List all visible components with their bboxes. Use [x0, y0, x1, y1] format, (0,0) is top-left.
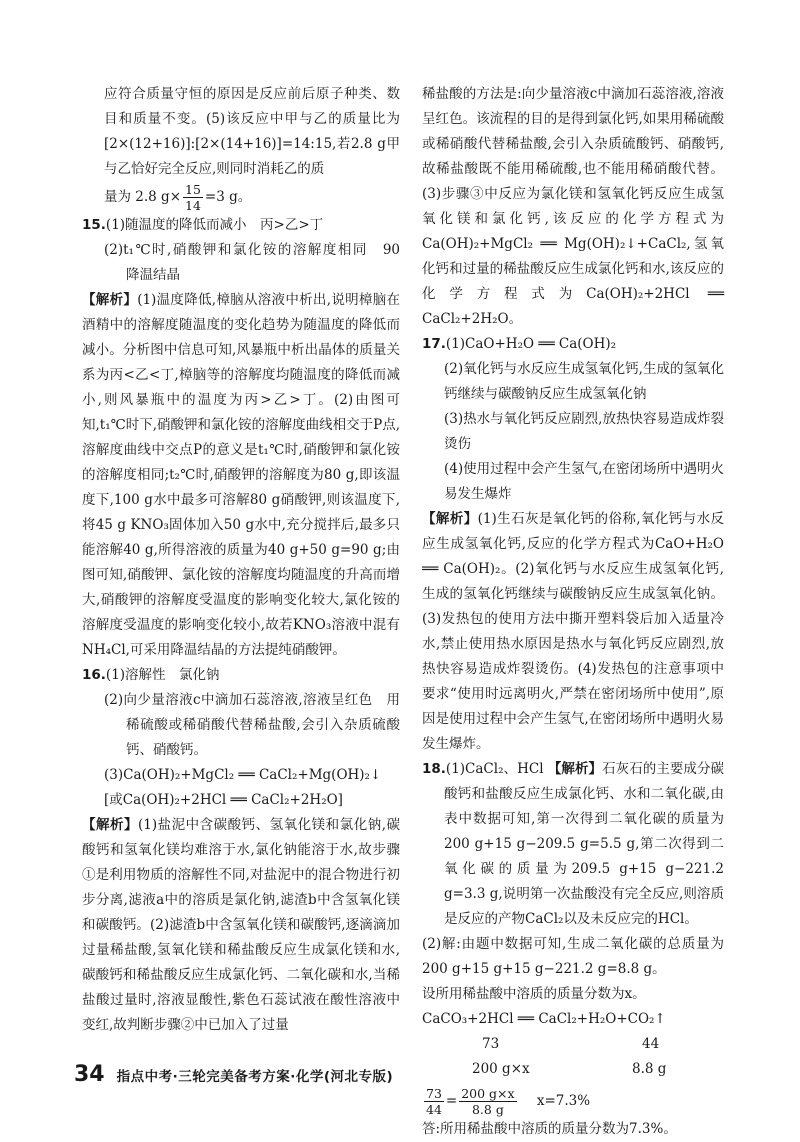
- q16-number: 16.: [82, 667, 106, 683]
- mass-fraction-numerator: 15: [185, 182, 201, 197]
- q15-number: 15.: [82, 217, 106, 233]
- analysis-label: 【解析】: [422, 511, 478, 527]
- ratio-left-den: 44: [426, 1102, 442, 1117]
- q18-calc-row-1: [422, 1032, 724, 1057]
- q17-answer-1-text: (1)CaO+H₂O ══ Ca(OH)₂: [445, 336, 617, 352]
- q17-analysis-text: (1)生石灰是氧化钙的俗称,氧化钙与水反应生成氢氧化钙,反应的化学方程式为CaO+H₂O ══ Ca(OH)₂。(2)氧化钙与水反应生成氢氧化钙,生成的氢氧化钙继续与碳酸钠反应生成氢氧化钠。(3)发热包的使用方法中撕开塑料袋后加入适量冷水,禁止使用热水原因是热水与氧化钙反应剧烈,放热快容易造成炸裂烫伤。(4)发热包的注意事项中要求“使用时远离明火,严禁在密闭场所中使用”,原因是使用过程中会产生氢气,在密闭场所中遇明火易发生爆炸。: [422, 511, 724, 752]
- analysis-label: 【解析】: [82, 817, 139, 833]
- mass-line-prefix: 量为 2.8 g×: [104, 189, 182, 205]
- calc-r2-c2: 8.8 g: [632, 1061, 667, 1077]
- q16-answer-1-text: (1)溶解性 氯化钠: [105, 667, 220, 683]
- page-footer: [74, 1062, 393, 1087]
- q16-analysis: [82, 813, 400, 1038]
- q16-answer-3-alt: [或Ca(OH)₂+2HCl ══ CaCl₂+2H₂O]: [104, 792, 343, 808]
- q15-analysis: [82, 288, 400, 663]
- q17-answer-2: (2)氧化钙与水反应生成氢氧化钙,生成的氢氧化钙继续与碳酸钠反应生成氢氧化钠: [444, 361, 724, 402]
- ratio-right: [459, 1086, 516, 1117]
- q15-answer-2: (2)t₁℃时,硝酸钾和氯化铵的溶解度相同 90 降温结晶: [104, 242, 414, 283]
- q18-result: x=7.3%: [536, 1093, 591, 1109]
- book-title: 指点中考·三轮完美备考方案·化学(河北专版): [116, 1069, 394, 1085]
- q15-answer-1-text: (1)随温度的降低而减小 丙>乙>丁: [105, 217, 324, 233]
- q14-answer-continuation: 应符合质量守恒的原因是反应前后原子种类、数目和质量不变。(5)该反应中甲与乙的质量比为[2×(12+16)]:[2×(14+16)]=14:15,若2.8 g甲与乙恰好完全反应,则同时消耗乙的质: [104, 86, 400, 177]
- q17-analysis: [422, 507, 724, 757]
- q14-mass-line: [82, 182, 400, 213]
- mass-fraction-denominator: 14: [185, 198, 201, 213]
- q18-let: 设所用稀盐酸中溶质的质量分数为x。: [422, 986, 646, 1002]
- q18-answer: [422, 757, 724, 932]
- q18-solve: (2)解:由题中数据可知,生成二氧化碳的总质量为200 g+15 g+15 g−221.2 g=8.8 g。: [422, 936, 724, 977]
- q18-equation: CaCO₃+2HCl ══ CaCl₂+H₂O+CO₂↑: [422, 1011, 666, 1027]
- q18-answer-1-text: (1)CaCl₂、HCl: [445, 761, 544, 777]
- page-number: 34: [74, 1062, 105, 1087]
- calc-r1-c1: 73: [482, 1036, 500, 1052]
- q18-ratio: $\frac{73}{44}$ = $\frac{200 g\times x}{8.8 g}$ x=7.3%: [426, 1086, 591, 1117]
- q18-calc-row-2: [422, 1057, 724, 1082]
- mass-line-suffix: =3 g。: [204, 189, 252, 205]
- ratio-right-num: 200 g×x: [461, 1086, 515, 1101]
- left-column: [82, 82, 414, 1038]
- q17-answer-1: [422, 332, 724, 357]
- q15-answer-1: [82, 213, 400, 238]
- q15-analysis-text: (1)温度降低,樟脑从溶液中析出,说明樟脑在酒精中的溶解度随温度的变化趋势为随温度的降低而减小。分析图中信息可知,风暴瓶中析出晶体的质量关系为丙<乙<丁,樟脑等的溶解度均随温度的降低而减小,则风暴瓶中的温度为丙>乙>丁。(2)由图可知,t₁℃时下,硝酸钾和氯化铵的溶解度曲线相交于P点,溶解度曲线中交点P的意义是t₁℃时,硝酸钾和氯化铵的溶解度相同;t₂℃时,硝酸钾的溶解度为80 g,即该温度下,100 g水中最多可溶解80 g硝酸钾,则该温度下,将45 g KNO₃固体加入50 g水中,充分搅拌后,最多只能溶解40 g,所得溶液的质量为40 g+50 g=90 g;由图可知,硝酸钾、氯化铵的溶解度均随温度的升高而增大,硝酸钾的溶解度受温度的影响变化较大,氯化铵的溶解度受温度的影响变化较小,故若KNO₃溶液中混有NH₄Cl,可采用降温结晶的方法提纯硝酸钾。: [82, 292, 400, 658]
- q16-analysis-text: (1)盐泥中含碳酸钙、氢氧化镁和氯化钠,碳酸钙和氢氧化镁均难溶于水,氯化钠能溶于水,故步骤①是利用物质的溶解性不同,对盐泥中的混合物进行初步分离,滤液a中的溶质是氯化钠,滤渣b中含氢氧化镁和碳酸钙。(2)滤渣b中含氢氧化镁和碳酸钙,逐滴滴加过量稀盐酸,氢氧化镁和稀盐酸反应生成氯化镁和水,碳酸钙和稀盐酸反应生成氯化钙、二氧化碳和水,当稀盐酸过量时,溶液显酸性,紫色石蕊试液在酸性溶液中变红,故判断步骤②中已加入了过量: [82, 817, 400, 1033]
- q17-number: 17.: [422, 336, 446, 352]
- ratio-left: [424, 1086, 444, 1117]
- mass-fraction: [183, 182, 203, 213]
- q16-answer-3: (3)Ca(OH)₂+MgCl₂ ══ CaCl₂+Mg(OH)₂↓: [104, 767, 382, 783]
- ratio-left-num: 73: [426, 1086, 442, 1101]
- q18-analysis-text: 石灰石的主要成分碳酸钙和盐酸反应生成氯化钙、水和二氧化碳,由表中数据可知,第一次得到二氧化碳的质量为200 g+15 g−209.5 g=5.5 g,第二次得到二氧化碳的质量为209.5 g+15 g−221.2 g=3.3 g,说明第一次盐酸没有完全反应,则溶质是反应的产物CaCl₂以及未反应完的HCl。: [444, 761, 725, 927]
- q17-answer-4: (4)使用过程中会产生氢气,在密闭场所中遇明火易发生爆炸: [444, 461, 724, 502]
- q17-answer-3: (3)热水与氧化钙反应剧烈,放热快容易造成炸裂烫伤: [444, 411, 724, 452]
- q18-number: 18.: [422, 761, 446, 777]
- q16-answer-2: (2)向少量溶液c中滴加石蕊溶液,溶液呈红色 用稀硫酸或稀硝酸代替稀盐酸,会引入杂质硫酸钙、硝酸钙。: [104, 692, 400, 758]
- right-column: [422, 82, 724, 1142]
- q16-analysis-continuation: 稀盐酸的方法是:向少量溶液c中滴加石蕊溶液,溶液呈红色。该流程的目的是得到氯化钙,如果用稀硫酸或稀硝酸代替稀盐酸,会引入杂质硫酸钙、硝酸钙,故稀盐酸既不能用稀硫酸,也不能用稀硝酸代替。(3)步骤③中反应为氯化镁和氢氧化钙反应生成氢氧化镁和氯化钙,该反应的化学方程式为Ca(OH)₂+MgCl₂ ══ Mg(OH)₂↓+CaCl₂,氢氧化钙和过量的稀盐酸反应生成氯化钙和水,该反应的化学方程式为Ca(OH)₂+2HCl ══ CaCl₂+2H₂O。: [422, 86, 724, 327]
- calc-r1-c2: 44: [642, 1036, 660, 1052]
- q18-final-answer: 答:所用稀盐酸中溶质的质量分数为7.3%。: [422, 1121, 677, 1137]
- calc-r2-c1: 200 g×x: [472, 1061, 530, 1077]
- analysis-label: 【解析】: [82, 292, 138, 308]
- ratio-right-den: 8.8 g: [471, 1102, 504, 1117]
- q16-answer-1: [82, 663, 400, 688]
- analysis-label: 【解析】: [547, 761, 603, 777]
